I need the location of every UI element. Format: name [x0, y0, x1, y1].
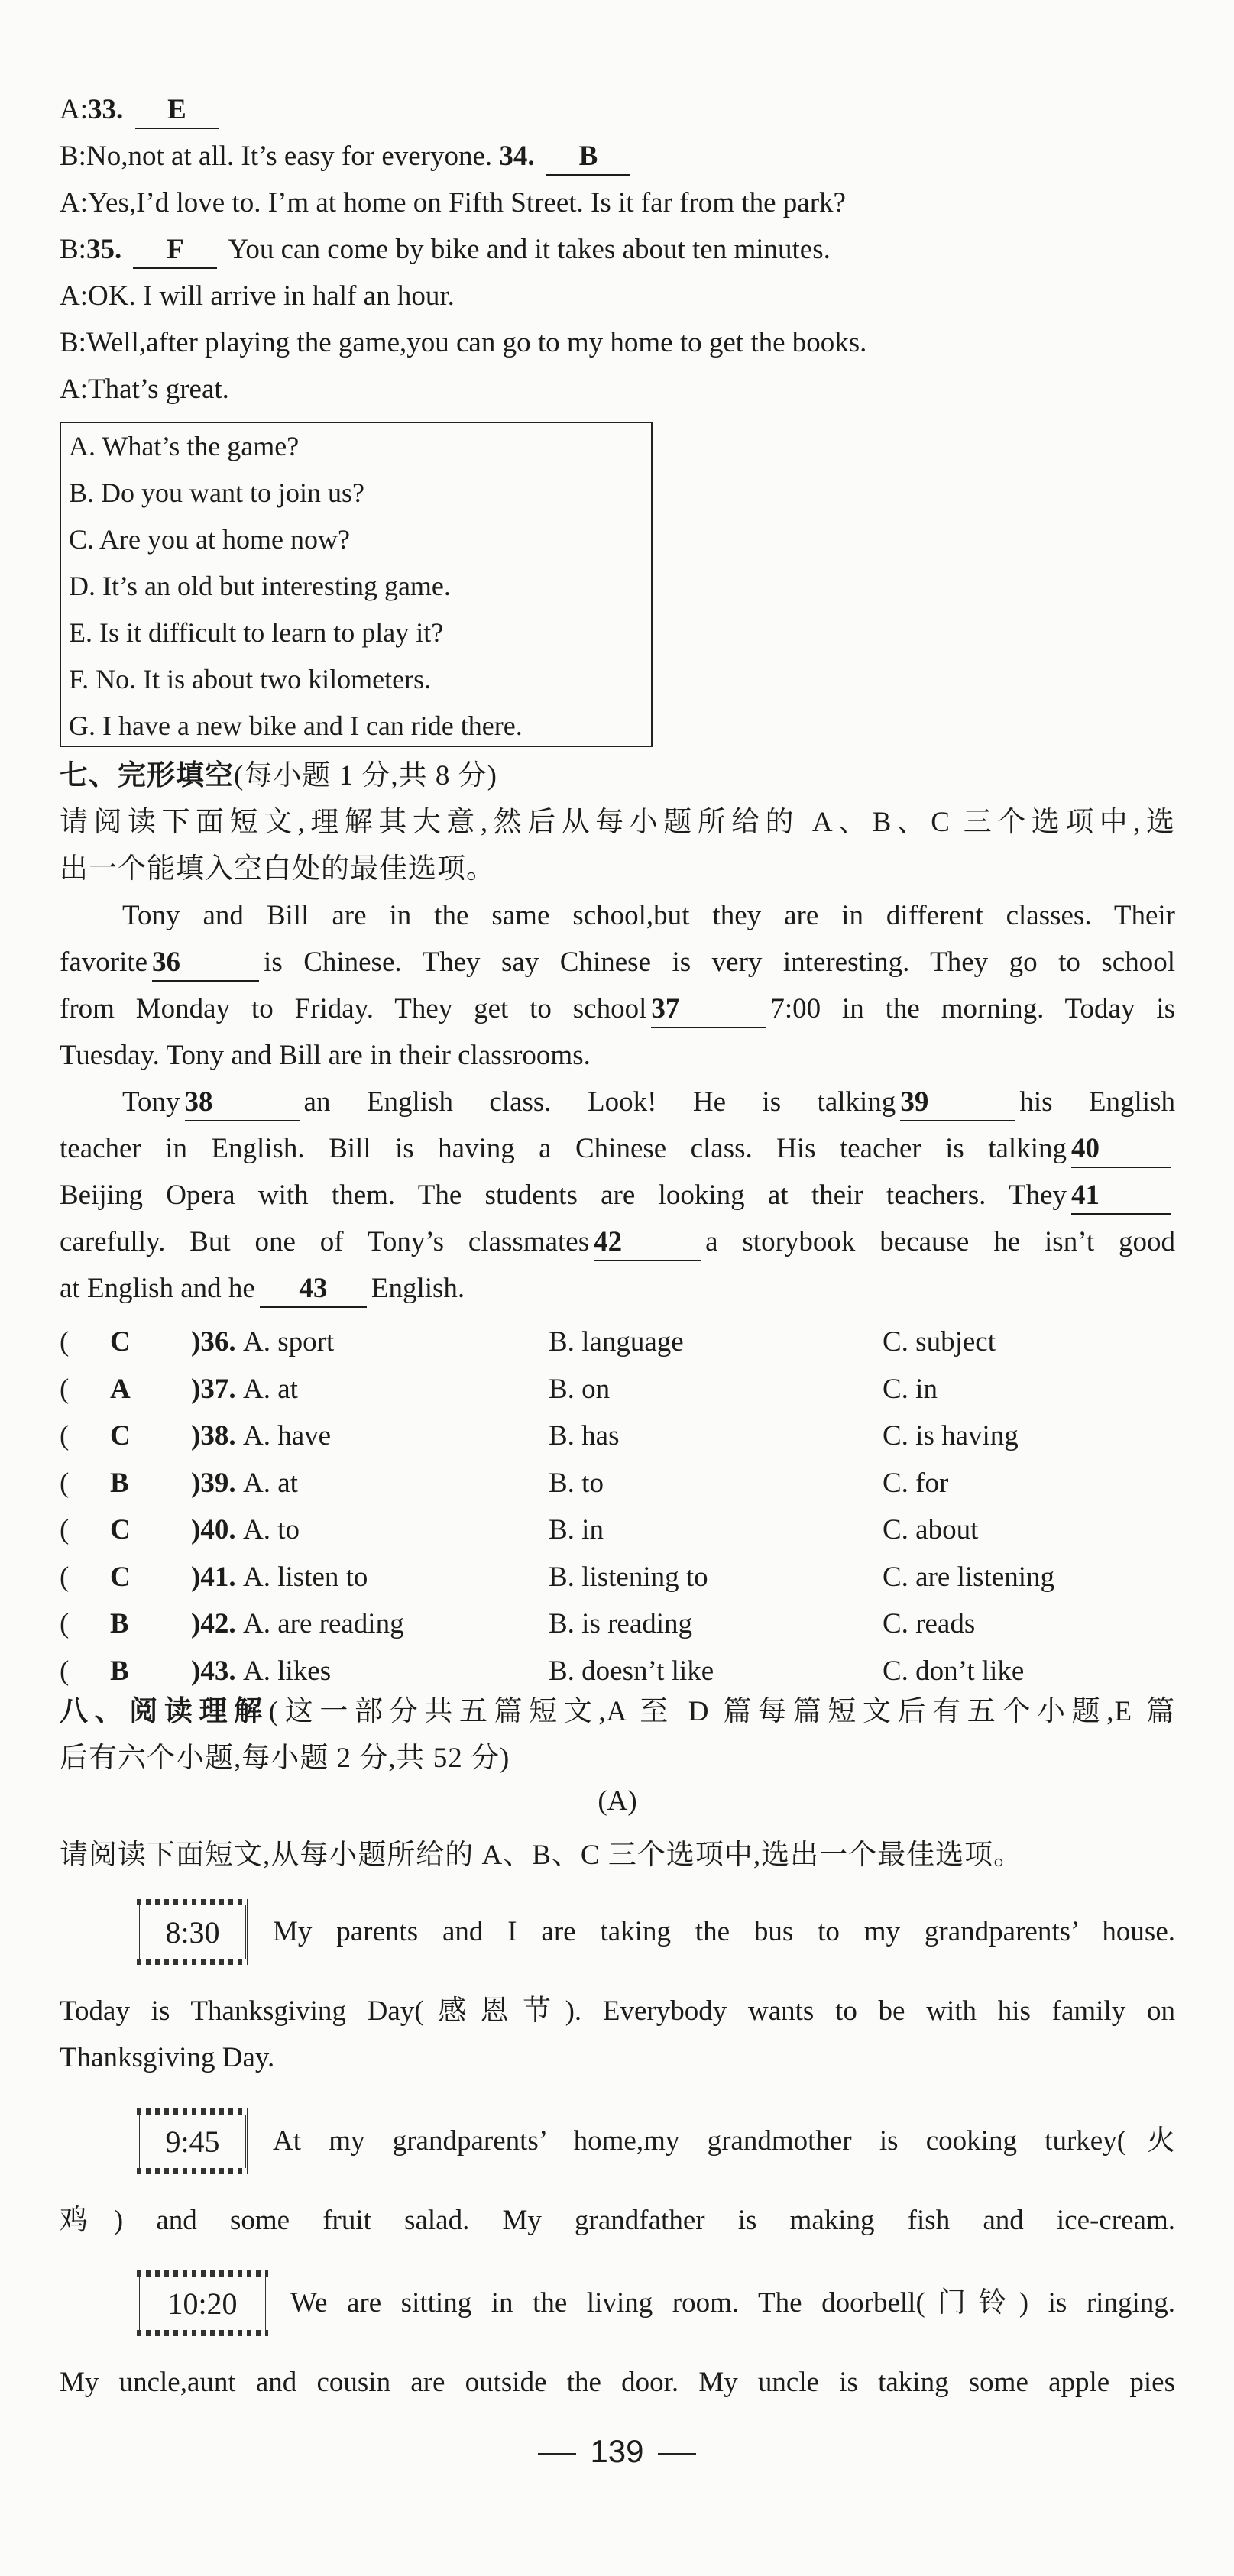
blank-38: 38 [185, 1085, 300, 1121]
speaker: A: [60, 94, 88, 125]
passage-line: We are sitting in the living room. The doorbell(门铃) is ringing. [290, 2287, 1175, 2319]
mc-question [60, 1554, 1175, 1601]
mc-question [60, 1319, 1175, 1366]
option-c: C. reads [883, 1608, 976, 1639]
mc-answer: C [110, 1514, 131, 1545]
mc-question [60, 1413, 1175, 1460]
question-number: )39. [191, 1467, 236, 1499]
passage-line: 鸡) and some fruit salad. My grandfather is making fish and ice-cream. [60, 2205, 1175, 2236]
mc-question [60, 1506, 1175, 1554]
option-b: B. to [549, 1467, 604, 1499]
mc-question [60, 1460, 1175, 1507]
passage-line: My parents and I are taking the bus to my grandparents’ house. [273, 1916, 1175, 1947]
blank-39: 39 [900, 1085, 1015, 1121]
speaker: A: [60, 280, 88, 312]
text: teacher in English. Bill is having a Chinese class. His teacher is talking [60, 1133, 1067, 1164]
page-number-text: 139 [590, 2433, 644, 2469]
text: an English class. Look! He is talking [303, 1086, 896, 1118]
passage-line [60, 939, 1175, 986]
dialogue-text: That’s great. [88, 374, 229, 405]
time-badge: 10:20 [138, 2277, 267, 2330]
text: Beijing Opera with them. The students are looking at their teachers. They [60, 1180, 1067, 1211]
text: from Monday to Friday. They get to school [60, 993, 647, 1024]
speaker: A: [60, 187, 88, 218]
question-number: )36. [191, 1326, 236, 1358]
option-c: C. are listening [883, 1561, 1055, 1593]
answer-blank-33: E [135, 92, 219, 129]
dialogue-line [60, 180, 1175, 227]
dialogue-text: No,not at all. It’s easy for everyone. [86, 141, 493, 172]
option-a: A. to [243, 1514, 300, 1545]
option-b: B. is reading [549, 1608, 693, 1639]
section-title: 七、完形填空 [60, 760, 234, 791]
passage-line: Tuesday. Tony and Bill are in their classrooms. [60, 1040, 591, 1071]
paren: ( [60, 1467, 70, 1499]
question-number: )37. [191, 1373, 236, 1405]
section-note: (每小题 1 分,共 8 分) [234, 760, 497, 791]
option-item: A. What’s the game? [69, 431, 300, 461]
option-item: C. Are you at home now? [69, 524, 350, 555]
passage-line: Today is Thanksgiving Day(感恩节). Everybody wants to be with his family on [60, 1995, 1175, 2027]
question-number: )42. [191, 1608, 236, 1639]
dialogue-line-35 [60, 226, 1175, 273]
option-b: B. has [549, 1420, 620, 1451]
option-item: F. No. It is about two kilometers. [69, 664, 432, 694]
option-item: D. It’s an old but interesting game. [69, 571, 451, 601]
section-8-note: 后有六个小题,每小题 2 分,共 52 分) [60, 1743, 510, 1774]
paren: ( [60, 1326, 70, 1358]
mc-answer: B [110, 1608, 129, 1639]
blank-40: 40 [1071, 1131, 1171, 1168]
text: carefully. But one of Tony’s classmates [60, 1226, 590, 1257]
text: English. [371, 1273, 465, 1304]
question-number: 33. [88, 94, 124, 125]
mc-question [60, 1600, 1175, 1648]
mc-answer: C [110, 1561, 131, 1593]
paren: ( [60, 1608, 70, 1639]
option-b: B. doesn’t like [549, 1655, 714, 1687]
option-c: C. is having [883, 1420, 1019, 1451]
dialogue-line [60, 273, 1175, 320]
speaker: A: [60, 374, 88, 405]
passage-line [60, 1172, 1175, 1219]
mc-answer: A [110, 1373, 131, 1405]
question-number: )38. [191, 1420, 236, 1451]
section-7-instruction: 请阅读下面短文,理解其大意,然后从每小题所给的 A、B、C 三个选项中,选 [60, 807, 1175, 838]
dialogue-text: Well,after playing the game,you can go to my home to get the books. [86, 327, 867, 358]
blank-37: 37 [651, 992, 766, 1028]
text: Tony [122, 1086, 180, 1118]
passage-line: Thanksgiving Day. [60, 2042, 275, 2073]
text: his English [1019, 1086, 1175, 1118]
paren: ( [60, 1514, 70, 1545]
option-item: E. Is it difficult to learn to play it? [69, 617, 444, 648]
option-b: B. language [549, 1326, 684, 1358]
mc-answer: B [110, 1655, 129, 1687]
dialogue-line-34 [60, 133, 1175, 180]
mc-question [60, 1366, 1175, 1413]
dialogue-line [60, 366, 1175, 413]
part-label: (A) [598, 1785, 637, 1817]
dash-decoration [538, 2453, 576, 2455]
options-box [60, 422, 653, 747]
option-c: C. in [883, 1373, 938, 1405]
passage-line [60, 1125, 1175, 1173]
option-c: C. for [883, 1467, 949, 1499]
option-c: C. don’t like [883, 1655, 1025, 1687]
section-7-heading [60, 752, 1175, 800]
section-title: 八、阅读理解 [60, 1696, 269, 1727]
text: at English and he [60, 1273, 255, 1304]
section-8-instruction: 请阅读下面短文,从每小题所给的 A、B、C 三个选项中,选出一个最佳选项。 [60, 1840, 1023, 1871]
speaker: B: [60, 141, 86, 172]
dash-decoration [658, 2453, 696, 2455]
option-a: A. sport [243, 1326, 335, 1358]
passage-line: Tony and Bill are in the same school,but they are in different classes. Their [122, 900, 1175, 931]
mc-answer: B [110, 1467, 129, 1499]
option-b: B. listening to [549, 1561, 708, 1593]
question-number: 34. [499, 141, 535, 172]
passage-line [60, 1265, 1175, 1312]
text: a storybook because he isn’t good [705, 1226, 1175, 1257]
option-item: B. Do you want to join us? [69, 477, 364, 508]
option-a: A. have [243, 1420, 332, 1451]
mc-answer: C [110, 1326, 131, 1358]
passage-line [60, 1218, 1175, 1266]
answer-blank-34: B [546, 139, 630, 176]
question-number: )40. [191, 1514, 236, 1545]
blank-42: 42 [594, 1225, 701, 1261]
dialogue-line-33 [60, 86, 1175, 134]
paren: ( [60, 1373, 70, 1405]
mc-answer: C [110, 1420, 131, 1451]
paren: ( [60, 1420, 70, 1451]
option-a: A. likes [243, 1655, 332, 1687]
paren: ( [60, 1655, 70, 1687]
dialogue-text: OK. I will arrive in half an hour. [88, 280, 455, 312]
text: is Chinese. They say Chinese is very interesting. They go to school [264, 947, 1175, 978]
passage-line: At my grandparents’ home,my grandmother is cooking turkey(火 [273, 2125, 1175, 2157]
dialogue-text: Yes,I’d love to. I’m at home on Fifth Street. Is it far from the park? [88, 187, 846, 218]
blank-43: 43 [260, 1271, 367, 1308]
time-badge: 9:45 [138, 2115, 248, 2168]
section-7-instruction: 出一个能填入空白处的最佳选项。 [60, 853, 495, 885]
question-number: 35. [86, 234, 122, 265]
option-c: C. subject [883, 1326, 996, 1358]
question-number: )41. [191, 1561, 236, 1593]
blank-36: 36 [152, 945, 259, 982]
passage-line: My uncle,aunt and cousin are outside the door. My uncle is taking some apple pies [60, 2367, 1175, 2398]
page-number [0, 2433, 1234, 2470]
passage-line [60, 985, 1175, 1033]
passage-line [122, 1079, 1175, 1126]
section-note: (这一部分共五篇短文,A 至 D 篇每篇短文后有五个小题,E 篇 [268, 1696, 1176, 1727]
dialogue-line [60, 319, 1175, 367]
section-8-heading [60, 1688, 1175, 1736]
question-number: )43. [191, 1655, 236, 1687]
blank-41: 41 [1071, 1178, 1171, 1215]
option-b: B. in [549, 1514, 604, 1545]
option-a: A. listen to [243, 1561, 368, 1593]
option-a: A. at [243, 1373, 298, 1405]
speaker: B: [60, 327, 86, 358]
paren: ( [60, 1561, 70, 1593]
answer-blank-35: F [133, 232, 217, 269]
option-a: A. at [243, 1467, 298, 1499]
dialogue-text: You can come by bike and it takes about ten minutes. [228, 234, 831, 265]
text: 7:00 in the morning. Today is [770, 993, 1175, 1024]
option-a: A. are reading [243, 1608, 404, 1639]
time-badge: 8:30 [138, 1905, 248, 1959]
speaker: B: [60, 234, 86, 265]
option-c: C. about [883, 1514, 979, 1545]
option-b: B. on [549, 1373, 611, 1405]
text: favorite [60, 947, 148, 978]
option-item: G. I have a new bike and I can ride there. [69, 710, 523, 741]
